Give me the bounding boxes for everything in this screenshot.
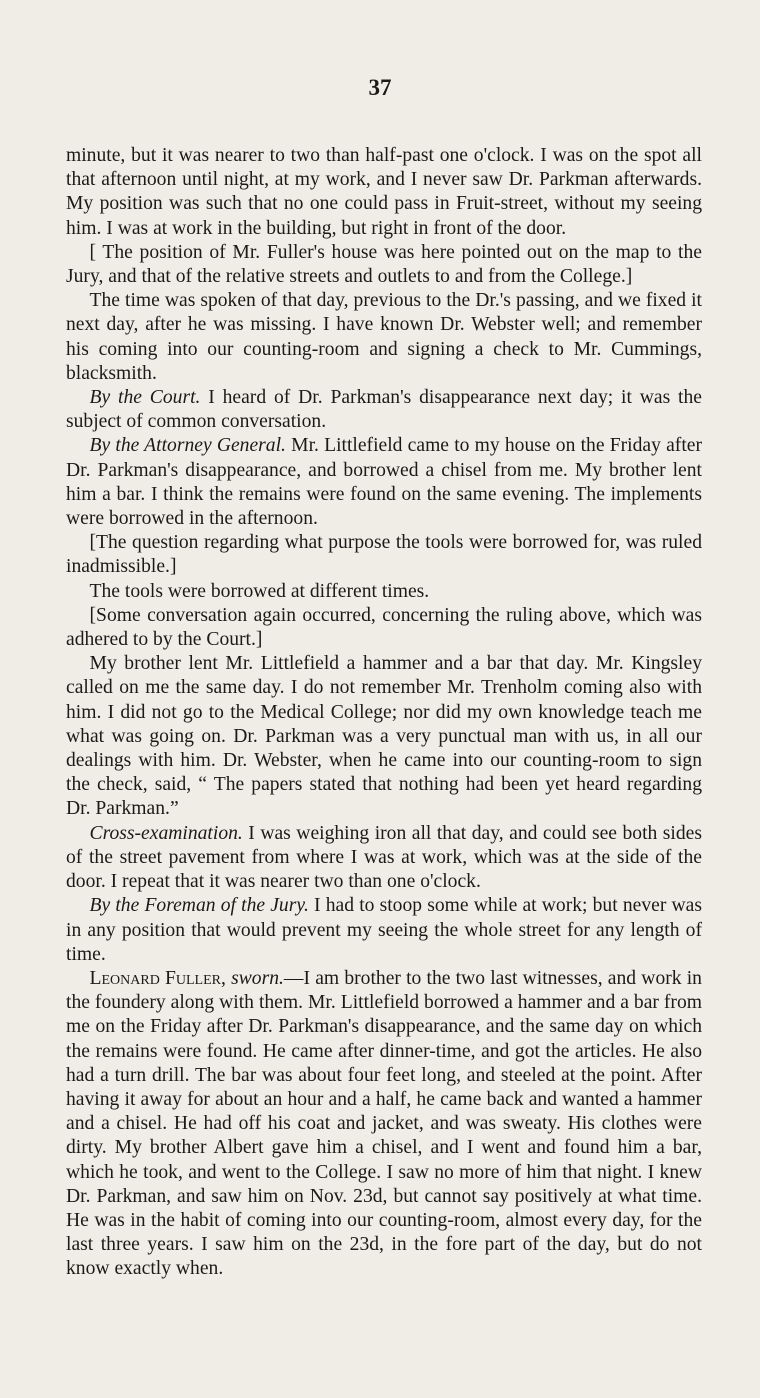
paragraph (66, 604, 702, 652)
paragraph (66, 894, 702, 967)
paragraph-text: —I am brother to the two last witnesses, and work in the foundery along with them. Mr. Littlefield borrowed a hammer and a bar from me on the Friday after Dr. Parkman's disappearance, and the same day on which the remains were found. He came after dinner-time, and got the articles. He also had a turn drill. The bar was about four feet long, and steeled at the point. After having it away for about an hour and a half, he came back and wanted a hammer and a chisel. He had off his coat and jacket, and was sweaty. His clothes were dirty. My brother Albert gave him a chisel, and I went and found him a bar, which he took, and went to the College. I saw no more of him that night. I knew Dr. Parkman, and saw him on Nov. 23d, but cannot say positively at what time. He was in the habit of coming into our counting-room, almost every day, for the last three years. I saw him on the 23d, in the fore part of the day, but do not know exactly when. (66, 967, 702, 1280)
paragraph (66, 241, 702, 289)
paragraph-text: minute, but it was nearer to two than half-past one o'clock. I was on the spot all that afternoon until night, at my work, and I never saw Dr. Parkman afterwards. My position was such that no one could pass in Fruit-street, without my seeing him. I was at work in the building, but right in front of the door. (66, 145, 702, 239)
speaker-lead: Leonard Fuller, (89, 967, 226, 989)
paragraph-text: [Some conversation again occurred, concerning the ruling above, which was adhered to by the Court.] (66, 604, 702, 651)
paragraph (66, 386, 702, 434)
paragraph (66, 652, 702, 821)
speaker-lead: By the Foreman of the Jury. (89, 895, 309, 917)
paragraph-text: I had to stoop some while at work; but never was in any position that would prevent my seeing the whole street for any length of time. (66, 895, 702, 965)
speaker-lead: Cross-examination. (89, 822, 243, 844)
paragraph (66, 289, 702, 386)
paragraph-text: Mr. Littlefield came to my house on the Friday after Dr. Parkman's disappearance, and borrowed a chisel from me. My brother lent him a bar. I think the remains were found on the same evening. The implements were borrowed in the afternoon. (66, 435, 702, 530)
body-text (66, 144, 702, 1282)
paragraph (66, 580, 702, 604)
paragraph (66, 531, 702, 579)
paragraph-text: [The question regarding what purpose the tools were borrowed for, was ruled inadmissible.] (66, 532, 702, 578)
paragraph-text: The tools were borrowed at different times. (89, 580, 430, 602)
paragraph-text: I was weighing iron all that day, and could see both sides of the street pavement from where I was at work, which was at the side of the door. I repeat that it was nearer two than one o'clock. (66, 822, 702, 893)
speaker-lead: By the Court. (89, 387, 201, 409)
sworn-label: sworn. (231, 967, 284, 989)
page-number: 37 (368, 75, 392, 100)
paragraph-text: The time was spoken of that day, previous to the Dr.'s passing, and we fixed it next day, after he was missing. I have known Dr. Webster well; and remember his coming into our counting-room and signing a check to Mr. Cummings, blacksmith. (66, 290, 702, 384)
paragraph (66, 967, 702, 1282)
paragraph (66, 822, 702, 895)
paragraph-text: [ The position of Mr. Fuller's house was here pointed out on the map to the Jury, and that of the relative streets and outlets to and from the College.] (66, 241, 702, 288)
paragraph (66, 434, 702, 531)
speaker-lead: By the Attorney General. (89, 435, 286, 457)
paragraph-text: My brother lent Mr. Littlefield a hammer and a bar that day. Mr. Kingsley called on me the same day. I do not remember Mr. Trenholm coming also with him. I did not go to the Medical College; nor did my own knowledge teach me what was going on. Dr. Parkman was a very punctual man with us, in all our dealings with him. Dr. Webster, when he came into our counting-room to sign the check, said, “ The papers stated that nothing had been yet heard regarding Dr. Parkman.” (66, 653, 702, 820)
paragraph (66, 144, 702, 241)
paragraph-text: I heard of Dr. Parkman's disappearance next day; it was the subject of common conversation. (66, 387, 702, 433)
